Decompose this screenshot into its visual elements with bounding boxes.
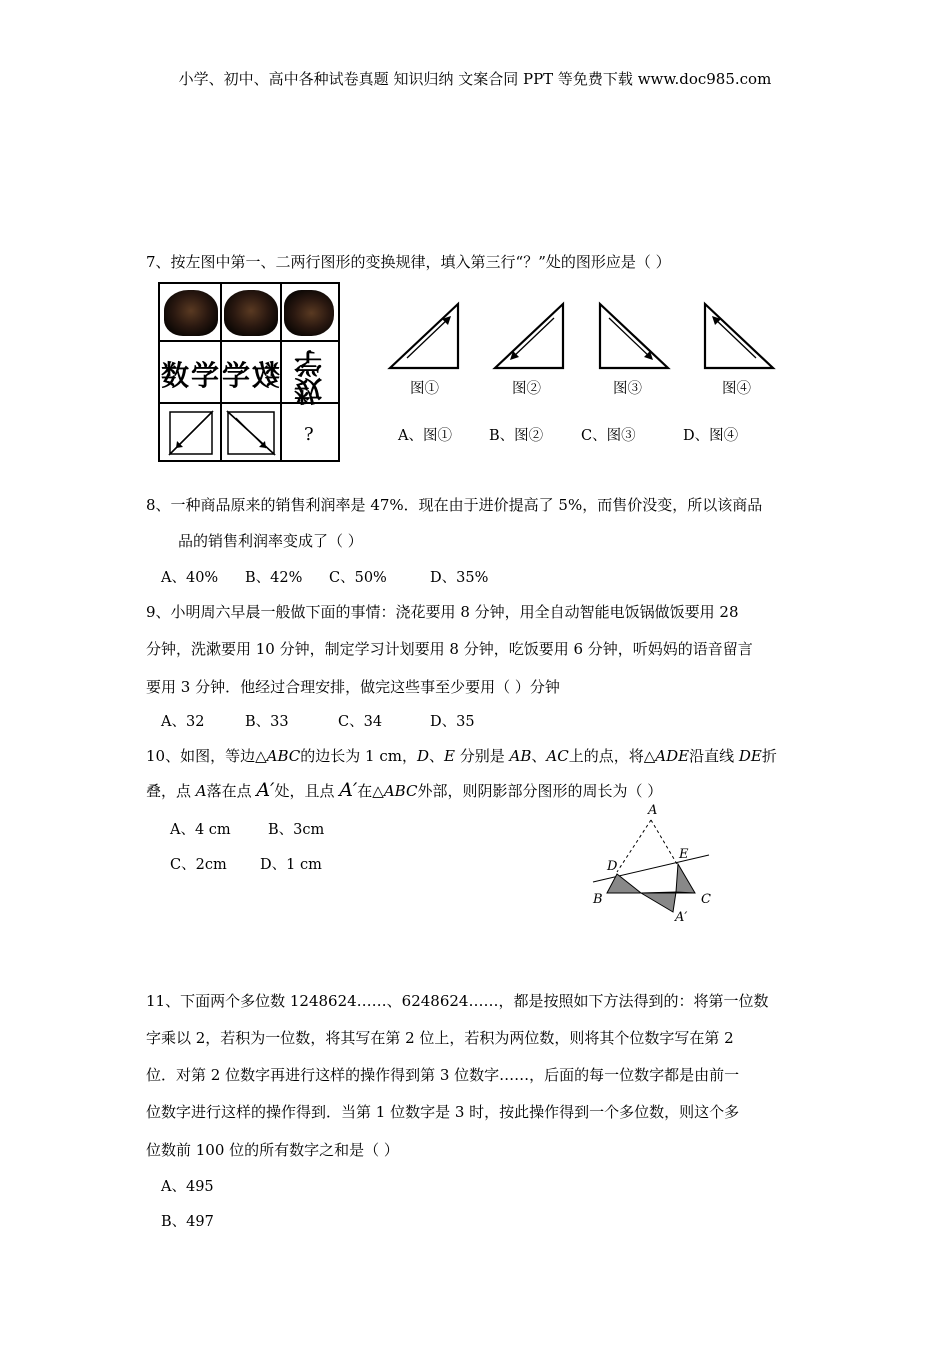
point-label: A′: [675, 910, 688, 925]
q10-text: 叠，点: [146, 782, 196, 800]
q10-var: A′: [339, 779, 358, 801]
grid-char-mirrored: 数: [252, 359, 281, 392]
point-label: C: [701, 892, 711, 907]
q10-triangle-diagram: [585, 800, 725, 930]
q8-option-d: D、35%: [430, 570, 489, 586]
q10-text: 处，且点: [274, 782, 340, 800]
figure-2-triangle-icon: [490, 300, 570, 372]
q10-var: E: [444, 747, 455, 765]
q8-option-b: B、42%: [245, 570, 303, 586]
q9-line-1: 9、小明周六早晨一般做下面的事情：浇花要用 8 分钟，用全自动智能电饭锅做饭要用 28: [146, 603, 739, 621]
dog-image-rotated: [284, 290, 334, 336]
q10-text: 落在点: [206, 782, 257, 800]
q10-var: AC: [546, 747, 569, 765]
q10-var: DE: [738, 747, 762, 765]
q11-option-a: A、495: [161, 1179, 214, 1195]
q7-option-d: D、图④: [683, 428, 739, 444]
dog-image: [224, 290, 278, 336]
figure-4-triangle-icon: [700, 300, 780, 372]
q10-var: A: [195, 782, 207, 800]
q9-line-2: 分钟，洗漱要用 10 分钟，制定学习计划要用 8 分钟，吃饭要用 6 分钟，听妈妈的语音留言: [146, 640, 753, 658]
grid-hline-1: [160, 340, 338, 342]
q9-option-a: A、32: [161, 714, 205, 730]
q11-line-4: 位数字进行这样的操作得到．当第 1 位数字是 3 时，按此操作得到一个多位数，则这个多: [146, 1103, 740, 1121]
q11-line-2: 字乘以 2，若积为一位数，将其写在第 2 位上，若积为两位数，则将其个位数字写在第 2: [146, 1029, 734, 1047]
q7-option-a: A、图①: [398, 428, 452, 444]
q10-option-b: B、3cm: [268, 822, 325, 838]
grid-vline-2: [280, 284, 282, 460]
triangle-arrow-icon: [164, 408, 218, 458]
q10-text: 、: [429, 747, 445, 765]
point-label: B: [593, 892, 603, 907]
q10-var: ABC: [266, 747, 301, 765]
q11-line-1: 11、下面两个多位数 1248624……、6248624……，都是按照如下方法得到的：将第一位数: [146, 992, 769, 1010]
figure-3-triangle-icon: [595, 300, 675, 372]
q10-text: 沿直线: [689, 747, 739, 765]
q10-option-d: D、1 cm: [260, 857, 322, 873]
q10-line-2: [146, 779, 662, 801]
q10-text: 在△: [357, 782, 384, 800]
q10-text: 10、如图，等边△: [146, 747, 267, 765]
q7-option-c: C、图③: [581, 428, 636, 444]
q9-line-3: 要用 3 分钟．他经过合理安排，做完这些事至少要用（ ）分钟: [146, 678, 560, 696]
grid-char: 数: [161, 359, 190, 392]
dog-image: [164, 290, 218, 336]
figure-label: 图③: [613, 381, 642, 397]
q7-option-b: B、图②: [489, 428, 544, 444]
grid-char-rotated: 学: [294, 346, 323, 379]
grid-char-rotated: 数: [294, 374, 323, 407]
q8-option-c: C、50%: [329, 570, 387, 586]
q10-text: 折: [761, 747, 777, 765]
q11-line-3: 位．对第 2 位数字再进行这样的操作得到第 3 位数字……，后面的每一位数字都是由前一: [146, 1066, 740, 1084]
q8-line-2: 品的销售利润率变成了（ ）: [178, 532, 363, 550]
q10-var: A′: [256, 779, 275, 801]
q10-var: ABC: [383, 782, 418, 800]
q8-option-a: A、40%: [161, 570, 219, 586]
page-header: 小学、初中、高中各种试卷真题 知识归纳 文案合同 PPT 等免费下载 www.doc985.com: [178, 70, 772, 88]
q11-line-5: 位数前 100 位的所有数字之和是（ ）: [146, 1141, 399, 1159]
point-label: A: [648, 803, 658, 818]
q9-option-b: B、33: [245, 714, 289, 730]
q10-var: AB: [509, 747, 532, 765]
q7-text: 7、按左图中第一、二两行图形的变换规律，填入第三行“？”处的图形应是（ ）: [146, 253, 671, 271]
q10-option-a: A、4 cm: [170, 822, 231, 838]
grid-question-mark: ?: [304, 424, 314, 445]
triangle-arrow-icon: [224, 408, 278, 458]
q10-text: 外部，则阴影部分图形的周长为（ ）: [417, 782, 663, 800]
figure-1-triangle-icon: [385, 300, 465, 372]
figure-label: 图①: [410, 381, 439, 397]
point-label: E: [679, 847, 689, 862]
q10-option-c: C、2cm: [170, 857, 227, 873]
q9-option-d: D、35: [430, 714, 475, 730]
q10-text: 、: [531, 747, 547, 765]
q7-pattern-grid: [158, 282, 340, 462]
point-label: D: [607, 859, 618, 874]
grid-char: 学: [191, 359, 220, 392]
q10-line-1: [146, 745, 777, 766]
q10-text: 分别是: [454, 747, 510, 765]
q10-text: 上的点，将△: [568, 747, 656, 765]
q11-option-b: B、497: [161, 1214, 214, 1230]
figure-label: 图④: [722, 381, 751, 397]
q8-line-1: 8、一种商品原来的销售利润率是 47%．现在由于进价提高了 5%，而售价没变，所以该商品: [146, 496, 763, 514]
q9-option-c: C、34: [338, 714, 383, 730]
q10-text: 的边长为 1 cm，: [300, 747, 417, 765]
grid-char: 学: [222, 359, 251, 392]
figure-label: 图②: [512, 381, 541, 397]
q10-var: D: [416, 747, 429, 765]
q10-var: ADE: [655, 747, 690, 765]
